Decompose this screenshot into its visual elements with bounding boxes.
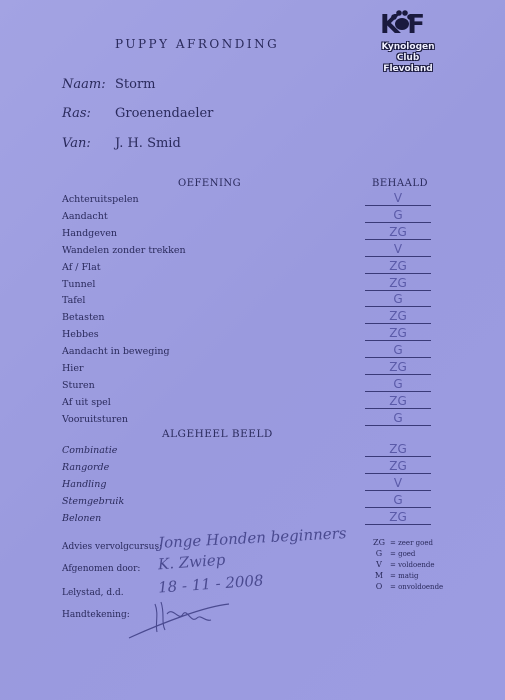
exercises-grade: ZG — [389, 258, 407, 273]
handtekening-label: Handtekening: — [62, 610, 130, 620]
exercises-grade: ZG — [389, 309, 407, 324]
legend-code: O — [375, 582, 383, 591]
legend-code: M — [374, 571, 384, 580]
legend-row — [368, 549, 415, 558]
exercises-label: Vooruitsturen — [62, 413, 129, 425]
afgenomen-value: K. Zwiep — [157, 550, 226, 574]
grade-line — [365, 357, 431, 358]
grade-line — [365, 205, 431, 206]
exercises-grade: ZG — [389, 393, 407, 408]
grade-line — [365, 323, 431, 324]
exercises-grade: ZG — [389, 326, 407, 341]
exercises-label: Betasten — [62, 312, 105, 324]
legend-meaning: = onvoldoende — [390, 583, 444, 591]
advies-value: Jonge Honden beginners — [157, 524, 347, 552]
ras-label: Ras: — [62, 106, 91, 121]
exercises-label: Af / Flat — [62, 261, 101, 273]
exercises-label: Hier — [62, 363, 84, 374]
exercises-label: Handgeven — [62, 227, 117, 239]
naam-value: Storm — [115, 77, 156, 92]
exercises-grade: G — [393, 410, 403, 425]
exercises-label: Aandacht in beweging — [62, 346, 170, 358]
overall-label: Combinatie — [62, 445, 118, 456]
overall-label: Rangorde — [62, 462, 110, 473]
grade-line — [365, 273, 431, 274]
legend-code: ZG — [373, 538, 385, 547]
grade-line — [365, 456, 431, 457]
advies-label: Advies vervolgcursus: — [62, 542, 163, 552]
grade-line — [365, 473, 431, 474]
exercises-grade: V — [393, 241, 403, 256]
legend-meaning: = voldoende — [390, 561, 435, 569]
overall-grade: G — [393, 493, 403, 507]
afgenomen-label: Afgenomen door: — [62, 564, 141, 574]
exercises-label: Tafel — [62, 295, 86, 307]
legend-row — [368, 560, 434, 569]
legend-meaning: = zeer goed — [390, 539, 433, 547]
behaald-header: BEHAALD — [372, 178, 428, 189]
legend-meaning: = goed — [390, 550, 416, 558]
logo-letters: K F — [380, 10, 424, 40]
signature — [125, 592, 235, 642]
grade-line — [365, 408, 431, 409]
van-value: J. H. Smid — [115, 136, 181, 151]
exercises-label: Wandelen zonder trekken — [62, 244, 186, 256]
grade-line — [365, 340, 431, 341]
grade-line — [365, 507, 431, 508]
grade-line — [365, 239, 431, 240]
legend-meaning: = matig — [390, 572, 419, 580]
grade-line — [365, 391, 431, 392]
exercises-grade: ZG — [389, 360, 407, 374]
grade-line — [365, 222, 431, 223]
legend-code: V — [376, 560, 382, 569]
legend-code: G — [375, 549, 383, 558]
logo-line-2: Club — [396, 53, 420, 63]
exercises-label: Af uit spel — [62, 396, 111, 408]
form-title: PUPPY AFRONDING — [115, 37, 280, 51]
plaats-label: Lelystad, d.d. — [62, 588, 124, 598]
exercises-grade: ZG — [389, 275, 407, 290]
exercises-grade: G — [393, 343, 403, 358]
ras-value: Groenendaeler — [115, 106, 214, 121]
overall-grade: ZG — [389, 442, 407, 456]
exercises-grade: V — [393, 191, 403, 205]
naam-label: Naam: — [62, 77, 106, 92]
grade-line — [365, 306, 431, 307]
exercises-label: Achteruitspelen — [62, 194, 139, 205]
exercises-grade: G — [393, 207, 403, 222]
grade-line — [365, 290, 431, 291]
club-logo — [372, 10, 444, 82]
exercises-grade: G — [393, 376, 403, 391]
overall-grade: ZG — [389, 459, 407, 473]
logo-line-3: Flevoland — [383, 64, 433, 74]
legend-row — [368, 538, 433, 547]
grade-line — [365, 524, 431, 525]
exercises-label: Sturen — [62, 379, 95, 391]
overall-grade: ZG — [389, 510, 407, 524]
exercises-label: Aandacht — [62, 210, 108, 222]
algeheel-header: ALGEHEEL BEELD — [162, 428, 273, 440]
overall-grade: V — [393, 476, 403, 490]
exercises-label: Tunnel — [62, 278, 96, 290]
exercises-label: Hebbes — [62, 329, 99, 341]
logo-line-1: Kynologen — [381, 42, 435, 52]
exercises-grade: G — [393, 292, 403, 307]
plaats-value: 18 - 11 - 2008 — [157, 571, 265, 597]
overall-label: Belonen — [62, 513, 102, 524]
legend-row — [368, 582, 443, 591]
legend-row — [368, 571, 418, 580]
exercises-grade: ZG — [389, 224, 407, 239]
overall-label: Handling — [62, 479, 107, 490]
grade-line — [365, 374, 431, 375]
van-label: Van: — [62, 136, 91, 151]
grade-line — [365, 490, 431, 491]
grade-line — [365, 256, 431, 257]
grade-line — [365, 425, 431, 426]
overall-label: Stemgebruik — [62, 496, 125, 507]
oefening-header: OEFENING — [178, 178, 242, 189]
